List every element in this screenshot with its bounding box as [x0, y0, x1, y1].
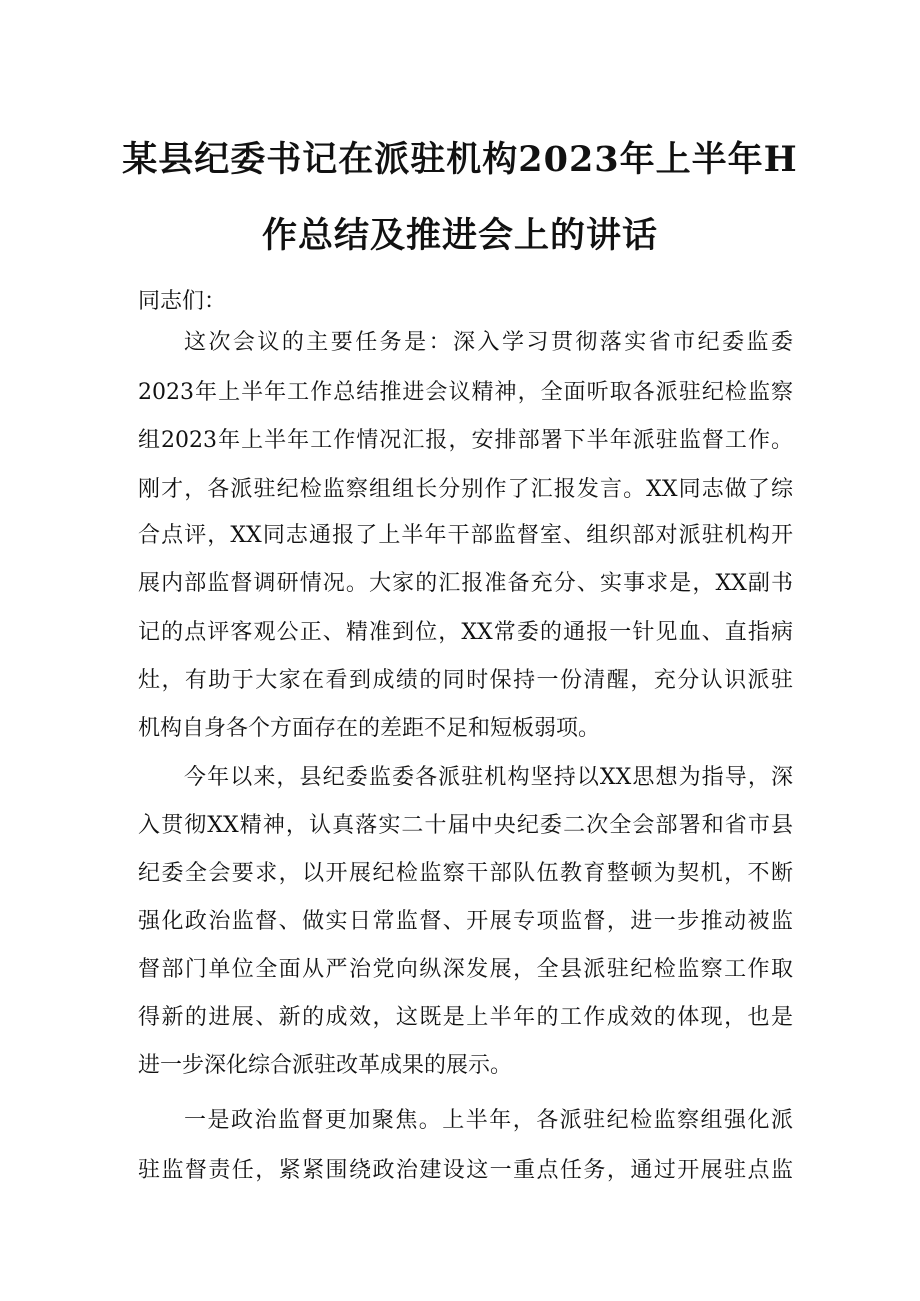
paragraph-line: 入贯彻XX精神，认真落实二十届中央纪委二次全会部署和省市县 — [138, 813, 793, 838]
document-title-line-1: 某县纪委书记在派驻机构2023年上半年H — [122, 139, 798, 180]
document-title-line-2: 作总结及推进会上的讲话 — [261, 215, 658, 256]
paragraph-line: 进一步深化综合派驻改革成果的展示。 — [138, 1053, 513, 1078]
paragraph-line: 组2023年上半年工作情况汇报，安排部署下半年派驻监督工作。 — [138, 428, 793, 453]
paragraph-line: 机构自身各个方面存在的差距不足和短板弱项。 — [138, 716, 601, 741]
paragraph-line: 灶，有助于大家在看到成绩的同时保持一份清醒，充分认识派驻 — [138, 668, 793, 693]
paragraph-line: 督部门单位全面从严治党向纵深发展，全县派驻纪检监察工作取 — [138, 957, 793, 982]
paragraph-line: 记的点评客观公正、精准到位，XX常委的通报一针见血、直指病 — [138, 620, 793, 645]
paragraph-line: 驻监督责任，紧紧围绕政治建设这一重点任务，通过开展驻点监 — [138, 1158, 793, 1183]
paragraph-line: 2023年上半年工作总结推进会议精神，全面听取各派驻纪检监察 — [138, 380, 793, 405]
salutation: 同志们： — [138, 289, 227, 314]
paragraph-line: 得新的进展、新的成效，这既是上半年的工作成效的体现，也是 — [138, 1005, 793, 1030]
paragraph-line: 一是政治监督更加聚焦。上半年，各派驻纪检监察组强化派 — [184, 1108, 793, 1133]
paragraph-line: 展内部监督调研情况。大家的汇报准备充分、实事求是，XX副书 — [138, 571, 793, 596]
paragraph-line: 强化政治监督、做实日常监督、开展专项监督，进一步推动被监 — [138, 909, 793, 934]
paragraph-line: 纪委全会要求，以开展纪检监察干部队伍教育整顿为契机，不断 — [138, 861, 793, 886]
paragraph-line: 这次会议的主要任务是：深入学习贯彻落实省市纪委监委 — [184, 330, 793, 355]
paragraph-line: 今年以来，县纪委监委各派驻机构坚持以XX思想为指导，深 — [184, 765, 793, 790]
paragraph-line: 刚才，各派驻纪检监察组组长分别作了汇报发言。XX同志做了综 — [138, 477, 793, 502]
paragraph-line: 合点评，XX同志通报了上半年干部监督室、组织部对派驻机构开 — [138, 523, 793, 548]
